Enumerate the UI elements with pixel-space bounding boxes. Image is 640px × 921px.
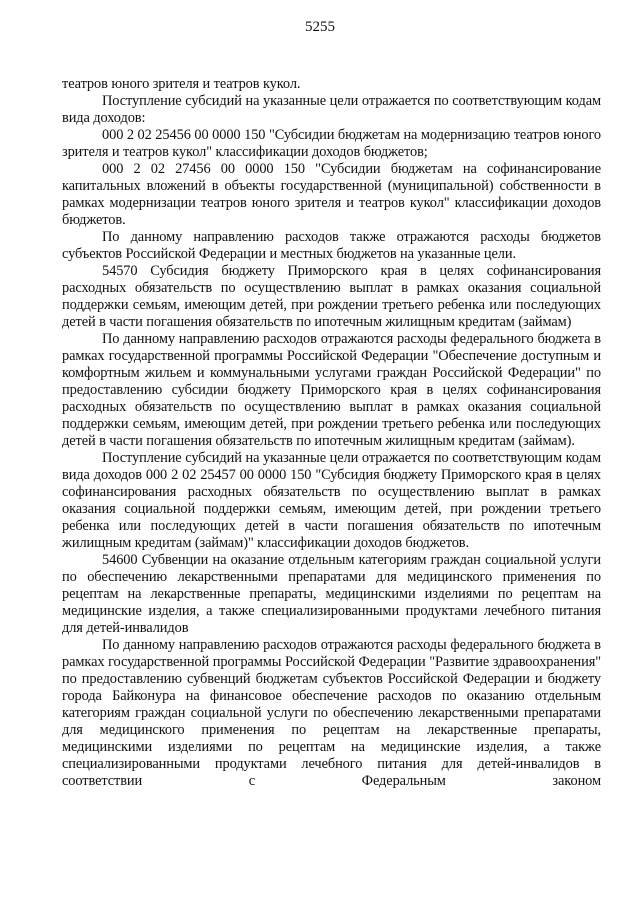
paragraph-5: По данному направлению расходов также отражаются расходы бюджетов субъектов Российской Федерации и местных бюджетов на указанные цели. [62, 229, 601, 262]
paragraph-8: Поступление субсидий на указанные цели отражается по соответствующим кодам вида доходов 000 2 02 25457 00 0000 150 "Субсидия бюджету Приморского края в целях софинансирования расходных обязательств по осуществлению выплат в рамках оказания социальной поддержки семьям, имеющим детей, при рождении третьего ребенка или последующих детей в части погашения обязательств по ипотечным жилищным кредитам (займам)" классификации доходов бюджетов. [62, 450, 601, 551]
paragraph-2: Поступление субсидий на указанные цели отражается по соответствующим кодам вида доходов: [62, 93, 601, 126]
paragraph-7: По данному направлению расходов отражаются расходы федерального бюджета в рамках государственной программы Российской Федерации "Обеспечение доступным и комфортным жильем и коммунальными услугами граждан Российской Федерации" по предоставлению субсидии бюджету Приморского края в целях софинансирования расходных обязательств по осуществлению выплат в рамках оказания социальной поддержки семьям, имеющим детей, при рождении третьего ребенка или последующих детей в части погашения обязательств по ипотечным жилищным кредитам (займам). [62, 331, 601, 449]
paragraph-10: По данному направлению расходов отражаются расходы федерального бюджета в рамках государственной программы Российской Федерации "Развитие здравоохранения" по предоставлению субвенций бюджетам субъектов Российской Федерации и бюджету города Байконура на финансовое обеспечение расходов по оказанию отдельным категориям граждан социальной услуги по обеспечению лекарственными препаратами для медицинского применения по рецептам на лекарственные препараты, медицинскими изделиями по рецептам на медицинские изделия, а также специализированными продуктами лечебного питания для детей-инвалидов в соответствии с Федеральным законом [62, 637, 601, 789]
paragraph-3: 000 2 02 25456 00 0000 150 "Субсидии бюджетам на модернизацию театров юного зрителя и театров кукол" классификации доходов бюджетов; [62, 127, 601, 160]
paragraph-9: 54600 Субвенции на оказание отдельным категориям граждан социальной услуги по обеспечению лекарственными препаратами для медицинского применения по рецептам на лекарственные препараты, медицинскими изделиями по рецептам на медицинские изделия, а также специализированными продуктами лечебного питания для детей-инвалидов [62, 552, 601, 636]
paragraph-4: 000 2 02 27456 00 0000 150 "Субсидии бюджетам на софинансирование капитальных вложений в объекты государственной (муниципальной) собственности в рамках модернизации театров юного зрителя и театров кукол" классификации доходов бюджетов. [62, 161, 601, 228]
paragraph-6: 54570 Субсидия бюджету Приморского края в целях софинансирования расходных обязательств по осуществлению выплат в рамках оказания социальной поддержки семьям, имеющим детей, при рождении третьего ребенка или последующих детей в части погашения обязательств по ипотечным жилищным кредитам (займам) [62, 263, 601, 330]
page-number: 5255 [305, 19, 335, 35]
paragraph-1: театров юного зрителя и театров кукол. [62, 76, 301, 92]
document-body [62, 76, 601, 790]
